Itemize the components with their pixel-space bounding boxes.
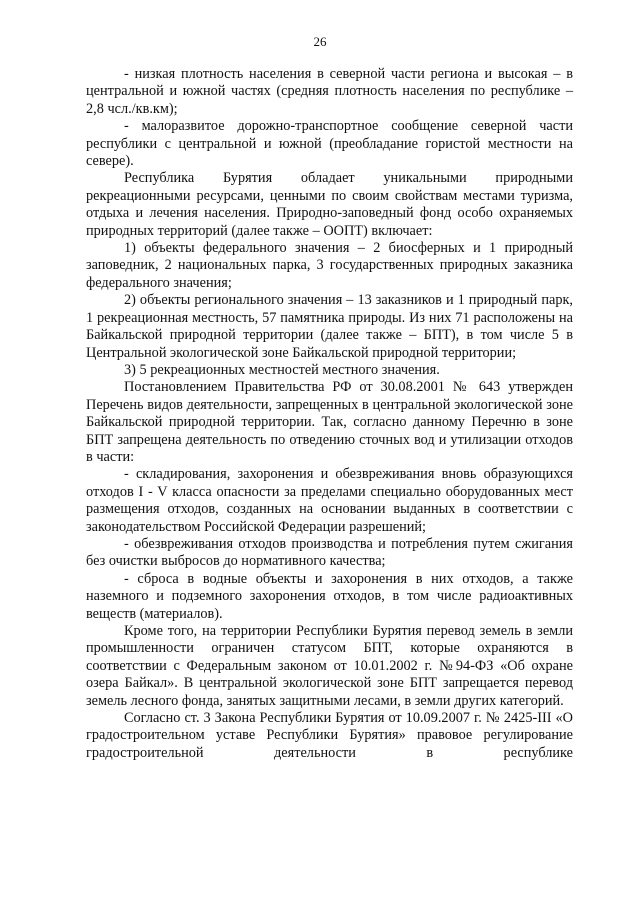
paragraph-land-conversion: Кроме того, на территории Республики Бурятия перевод земель в земли промышленности ограничен статусом БПТ, которые охраняются в соответствии с Федеральным законом от 10.01.2002 г. №94-ФЗ «Об охране озера Байкал». В центральной экологической зоне БПТ запрещается перевод земель лесного фонда, занятых защитными лесами, в земли других категорий. — [86, 623, 573, 709]
paragraph-natural-resources: Республика Бурятия обладает уникальными природными рекреационными ресурсами, ценными по своим свойствам местами туризма, отдыха и лечения населения. Природно-заповедный фонд особо охраняемых природных территорий (далее также – ООПТ) включает: — [86, 170, 573, 239]
paragraph-urban-planning-law: Согласно ст. 3 Закона Республики Бурятия от 10.09.2007 г. № 2425-III «О градостроительном уставе Республики Бурятия» правовое регулирование градостроительной деятельности в республике — [86, 710, 573, 761]
paragraph-road-transport: - малоразвитое дорожно-транспортное сообщение северной части республики с центральной и южной (преобладание гористой местности на севере). — [86, 118, 573, 170]
document-body — [86, 66, 573, 762]
paragraph-waste-storage: - складирования, захоронения и обезвреживания вновь образующихся отходов I - V класса опасности за пределами специально оборудованных мест размещения отходов, созданных на основании выданных в соответствии с законодательством Российской Федерации разрешений; — [86, 466, 573, 535]
paragraph-local-objects: 3) 5 рекреационных местностей местного значения. — [124, 361, 440, 378]
paragraph-regional-objects: 2) объекты регионального значения – 13 заказников и 1 природный парк, 1 рекреационная местность, 57 памятника природы. Из них 71 расположены на Байкальской природной территории (далее также – БПТ), в том числе 5 в Центральной экологической зоне Байкальской природной территории; — [86, 292, 573, 361]
page-number: 26 — [313, 34, 327, 49]
paragraph-government-decree: Постановлением Правительства РФ от 30.08.2001 № 643 утвержден Перечень видов деятельности, запрещенных в центральной экологической зоне Байкальской природной территории. Так, согласно данному Перечню в зоне БПТ запрещена деятельность по отведению сточных вод и утилизации отходов в части: — [86, 379, 573, 465]
paragraph-population-density: - низкая плотность населения в северной части региона и высокая – в центральной и южной частях (средняя плотность населения по республике – 2,8 чсл./кв.км); — [86, 66, 573, 117]
paragraph-waste-discharge: - сброса в водные объекты и захоронения в них отходов, а также наземного и подземного захоронения отходов, в том числе радиоактивных веществ (материалов). — [86, 570, 573, 622]
paragraph-waste-incineration: - обезвреживания отходов производства и потребления путем сжигания без очистки выбросов до нормативного качества; — [86, 535, 573, 570]
paragraph-federal-objects: 1) объекты федерального значения – 2 биосферных и 1 природный заповедник, 2 национальных парка, 3 государственных природных заказника федерального значения; — [86, 240, 573, 291]
